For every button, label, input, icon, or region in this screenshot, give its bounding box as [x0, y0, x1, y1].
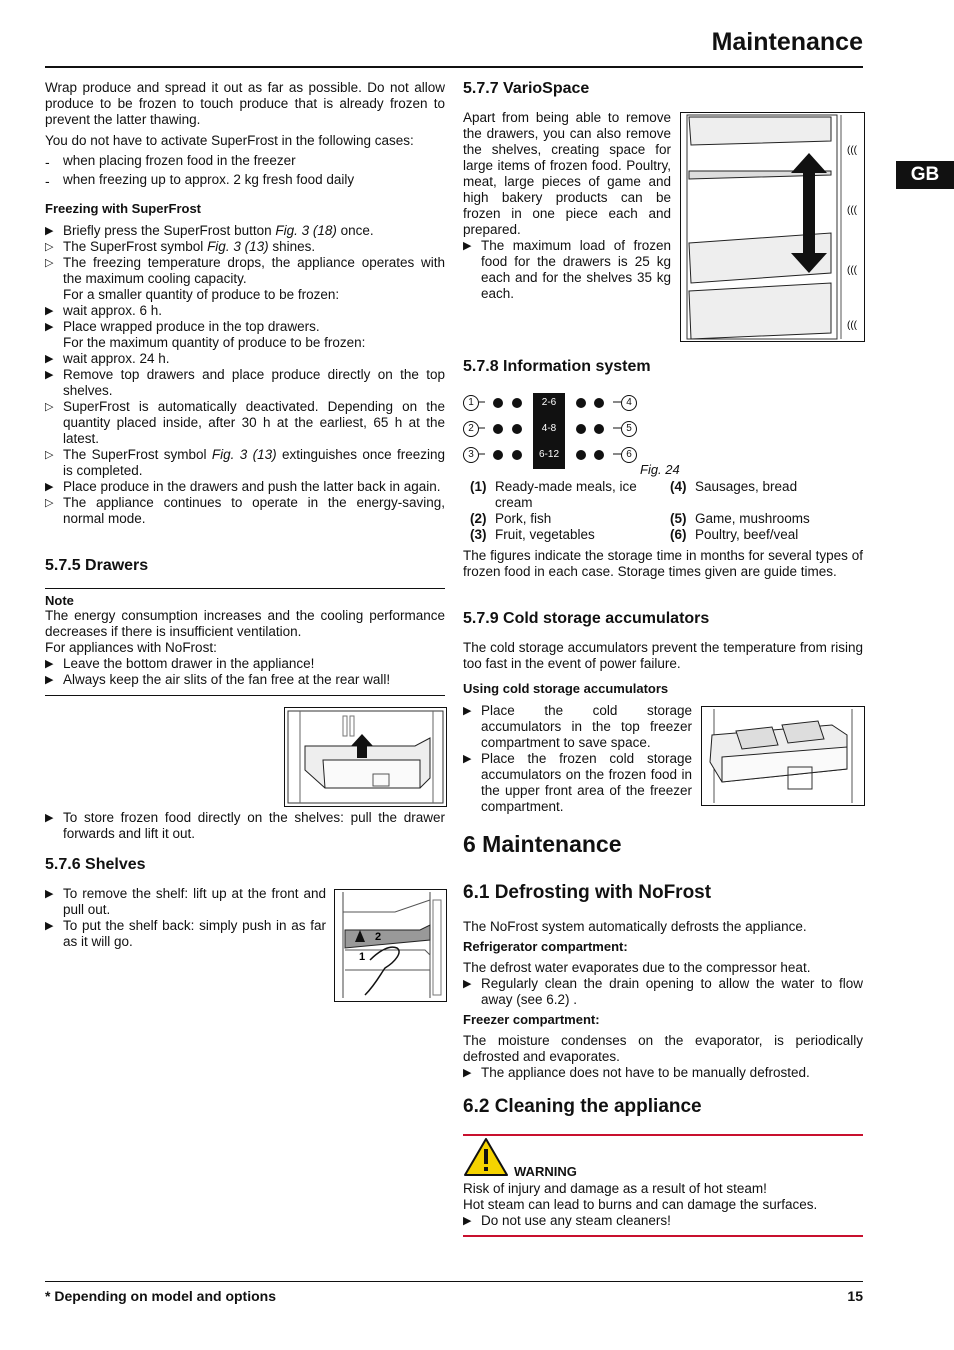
note-text: The energy consumption increases and the cooling performance decreases if there is insufficient ventilation.: [45, 608, 445, 639]
list-item: ▶ Place wrapped produce in the top drawers.: [45, 319, 320, 334]
callout-1: 1: [463, 395, 479, 411]
freezer-label: Freezer compartment:: [463, 1012, 600, 1027]
info-text: The figures indicate the storage time in months for several types of frozen food in each case. Storage times given are guide times.: [463, 548, 863, 579]
list-item: ▶ wait approx. 24 h.: [45, 351, 170, 366]
variospace-heading: 5.7.7 VarioSpace: [463, 80, 590, 97]
legend-item: (4) Sausages, bread: [670, 479, 798, 494]
superfrost-steps: [45, 223, 445, 527]
svg-text:(((: (((: [847, 205, 857, 216]
list-item: ▶ Place produce in the drawers and push the latter back in again.: [45, 479, 441, 494]
legend-item: (6) Poultry, beef/veal: [670, 527, 799, 542]
shelf-illustration: [334, 889, 447, 1002]
variospace-illustration: [680, 112, 865, 342]
info-panel-figure: [463, 393, 638, 469]
note-steps: [45, 656, 445, 688]
cases-list: [45, 153, 445, 188]
maintenance-heading: 6 Maintenance: [463, 831, 622, 857]
freezer-text: The moisture condenses on the evaporator, is periodically defrosted and evaporates.: [463, 1033, 863, 1064]
shelves-steps: [45, 886, 326, 950]
list-item: ▷ The SuperFrost symbol Fig. 3 (13) extinguishes once freezing is completed.: [45, 447, 445, 478]
callout-6: 6: [621, 447, 637, 463]
list-item: ▶ The maximum load of frozen food for the drawers is 25 kg each and for the shelves 35 kg each.: [463, 238, 671, 301]
accumulator-illustration: [701, 706, 865, 806]
svg-text:(((: (((: [847, 145, 857, 156]
warning-step: [463, 1213, 863, 1229]
note-label: Note: [45, 593, 74, 608]
months-3: 6-12: [538, 449, 559, 460]
callout-5: 5: [621, 421, 637, 437]
cold-storage-text: The cold storage accumulators prevent the temperature from rising too fast in the event of power failure.: [463, 640, 863, 671]
list-item: ▶ Regularly clean the drain opening to allow the water to flow away (see 6.2) .: [463, 976, 863, 1007]
list-item: ▶ Briefly press the SuperFrost button Fig. 3 (18) once.: [45, 223, 374, 238]
page-number: 15: [847, 1288, 863, 1304]
list-item: For a smaller quantity of produce to be frozen:: [63, 287, 340, 302]
note-for: For appliances with NoFrost:: [45, 640, 217, 655]
drawer-step: [45, 810, 445, 842]
note-top-rule: [45, 588, 445, 589]
variospace-step: [463, 238, 671, 302]
language-tab: GB: [896, 161, 954, 189]
list-item: ▷ SuperFrost is automatically deactivated. Depending on the quantity placed inside, after 30 h at the earliest, 65 h at the latest.: [45, 399, 445, 446]
list-item: ▷ The freezing temperature drops, the appliance operates with the maximum cooling capacity.: [45, 255, 445, 286]
warning-line-1: Risk of injury and damage as a result of hot steam!: [463, 1181, 767, 1196]
list-item: - when placing frozen food in the freezer: [45, 153, 296, 170]
list-item: ▶ To remove the shelf: lift up at the front and pull out.: [45, 886, 326, 917]
callout-3: 3: [463, 447, 479, 463]
fridge-text: The defrost water evaporates due to the compressor heat.: [463, 960, 811, 975]
months-2: 4-8: [541, 423, 557, 434]
fridge-label: Refrigerator compartment:: [463, 939, 628, 954]
list-item: ▶ Leave the bottom drawer in the appliance!: [45, 656, 315, 671]
legend-item: (1) Ready-made meals, ice cream: [470, 479, 637, 510]
drawers-heading: 5.7.5 Drawers: [45, 557, 149, 574]
using-heading: Using cold storage accumulators: [463, 681, 669, 696]
drawer-illustration: [284, 707, 447, 807]
warning-line-2: Hot steam can lead to burns and can damage the surfaces.: [463, 1197, 818, 1212]
warning-top-rule: [463, 1134, 863, 1136]
warning-icon: [463, 1137, 509, 1182]
superfrost-heading: Freezing with SuperFrost: [45, 201, 202, 216]
info-system-heading: 5.7.8 Information system: [463, 358, 651, 375]
footer-note: * Depending on model and options: [45, 1288, 276, 1304]
header-rule: [45, 66, 863, 68]
fridge-step: [463, 976, 863, 1008]
cleaning-heading: 6.2 Cleaning the appliance: [463, 1096, 702, 1117]
defrost-text: The NoFrost system automatically defrosts the appliance.: [463, 919, 807, 934]
list-item: ▶ The appliance does not have to be manually defrosted.: [463, 1065, 810, 1080]
list-item: ▶ Always keep the air slits of the fan free at the rear wall!: [45, 672, 391, 687]
list-item: ▷ The appliance continues to operate in the energy-saving, normal mode.: [45, 495, 445, 526]
variospace-text: Apart from being able to remove the drawers, you can also remove the shelves, creating space for large items of frozen food. Poultry, meat, large pieces of game and high bakery products can be frozen in one piece each and prepared.: [463, 110, 671, 237]
list-item: ▷ The SuperFrost symbol Fig. 3 (13) shines.: [45, 239, 316, 254]
warning-bottom-rule: [463, 1235, 863, 1237]
svg-text:2: 2: [375, 931, 382, 943]
using-steps: [463, 703, 692, 815]
page-title: Maintenance: [711, 28, 863, 56]
intro-cases-text: You do not have to activate SuperFrost in the following cases:: [45, 133, 414, 148]
list-item: ▶ Place the cold storage accumulators in the top freezer compartment to save space.: [463, 703, 692, 750]
legend-item: (2) Pork, fish: [470, 511, 552, 526]
list-item: ▶ Remove top drawers and place produce directly on the top shelves.: [45, 367, 445, 398]
svg-text:1: 1: [359, 951, 366, 963]
figure-caption: Fig. 24: [640, 462, 680, 477]
cold-storage-heading: 5.7.9 Cold storage accumulators: [463, 610, 710, 627]
list-item: ▶ To store frozen food directly on the shelves: pull the drawer forwards and lift it out.: [45, 810, 445, 841]
list-item: ▶ wait approx. 6 h.: [45, 303, 163, 318]
list-item: - when freezing up to approx. 2 kg fresh food daily: [45, 172, 355, 189]
defrost-heading: 6.1 Defrosting with NoFrost: [463, 882, 712, 903]
warning-label: WARNING: [514, 1164, 577, 1179]
callout-2: 2: [463, 421, 479, 437]
months-1: 2-6: [541, 397, 557, 408]
freezer-step: [463, 1065, 863, 1081]
callout-4: 4: [621, 395, 637, 411]
shelves-heading: 5.7.6 Shelves: [45, 856, 146, 873]
list-item: ▶ Place the frozen cold storage accumulators on the frozen food in the upper front area of the freezer compartment.: [463, 751, 692, 814]
note-bottom-rule: [45, 695, 445, 696]
list-item: ▶ Do not use any steam cleaners!: [463, 1213, 671, 1228]
footer-rule: [45, 1281, 863, 1282]
list-item: For the maximum quantity of produce to be frozen:: [63, 335, 366, 350]
list-item: ▶ To put the shelf back: simply push in as far as it will go.: [45, 918, 326, 949]
svg-text:(((: (((: [847, 265, 857, 276]
svg-text:(((: (((: [847, 320, 857, 331]
legend-item: (3) Fruit, vegetables: [470, 527, 595, 542]
legend-item: (5) Game, mushrooms: [670, 511, 810, 526]
intro-paragraph: Wrap produce and spread it out as far as possible. Do not allow produce to be frozen to touch produce that is already frozen to prevent the latter thawing.: [45, 80, 445, 127]
